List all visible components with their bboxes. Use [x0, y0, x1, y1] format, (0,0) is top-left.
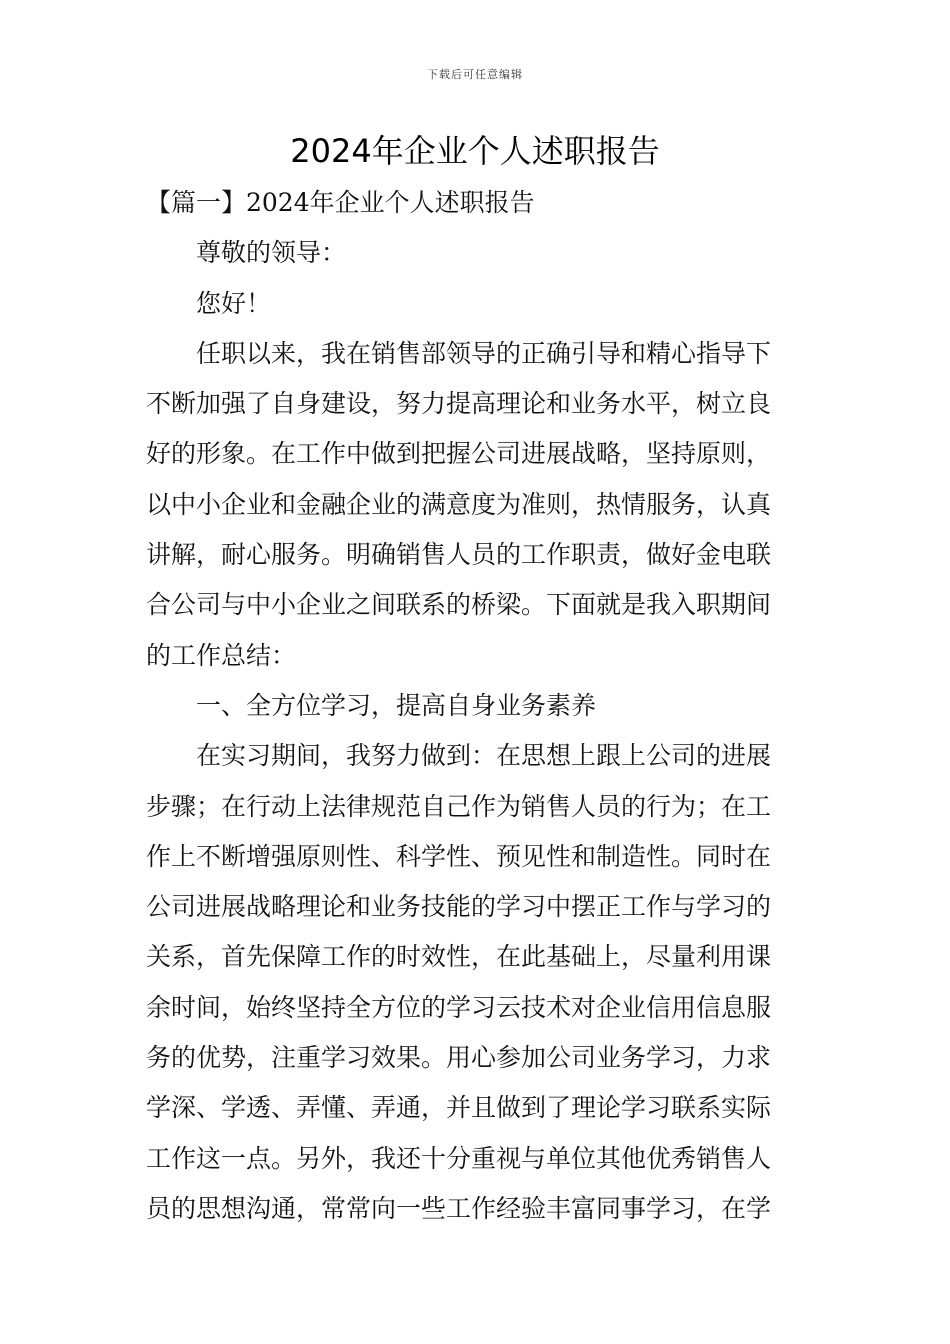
paragraph-line: 员的思想沟通，常常向一些工作经验丰富同事学习，在学 — [146, 1193, 772, 1223]
paragraph-line: 步骤；在行动上法律规范自己作为销售人员的行为；在工 — [146, 791, 772, 821]
subsection-heading: 一、全方位学习，提高自身业务素养 — [196, 690, 597, 720]
paragraph-line: 余时间，始终坚持全方位的学习云技术对企业信用信息服 — [146, 992, 772, 1022]
paragraph-line: 合公司与中小企业之间联系的桥梁。下面就是我入职期间 — [146, 590, 772, 620]
paragraph-line: 以中小企业和金融企业的满意度为准则，热情服务，认真 — [146, 489, 772, 519]
paragraph-line: 学深、学透、弄懂、弄通，并且做到了理论学习联系实际 — [146, 1093, 772, 1123]
greeting: 您好！ — [196, 288, 272, 318]
paragraph-line: 任职以来，我在销售部领导的正确引导和精心指导下 — [196, 338, 772, 368]
document-body — [146, 178, 806, 1234]
paragraph-line: 工作这一点。另外，我还十分重视与单位其他优秀销售人 — [146, 1143, 772, 1173]
salutation: 尊敬的领导： — [196, 238, 347, 268]
paragraph-line: 关系，首先保障工作的时效性，在此基础上，尽量利用课 — [146, 942, 772, 972]
paragraph-line: 务的优势，注重学习效果。用心参加公司业务学习，力求 — [146, 1043, 772, 1073]
paragraph-line: 不断加强了自身建设，努力提高理论和业务水平，树立良 — [146, 389, 772, 419]
paragraph-line: 作上不断增强原则性、科学性、预见性和制造性。同时在 — [146, 841, 772, 871]
paragraph-line: 的工作总结： — [146, 640, 297, 670]
paragraph-line: 在实习期间，我努力做到：在思想上跟上公司的进展 — [196, 741, 772, 771]
header-note: 下载后可任意编辑 — [427, 68, 523, 81]
paragraph-line: 公司进展战略理论和业务技能的学习中摆正工作与学习的 — [146, 892, 772, 922]
paragraph-line: 好的形象。在工作中做到把握公司进展战略，坚持原则， — [146, 439, 772, 469]
section-heading: 【篇一】2024年企业个人述职报告 — [146, 188, 535, 217]
document-title: 2024年企业个人述职报告 — [290, 132, 660, 170]
paragraph-line: 讲解，耐心服务。明确销售人员的工作职责，做好金电联 — [146, 540, 772, 570]
